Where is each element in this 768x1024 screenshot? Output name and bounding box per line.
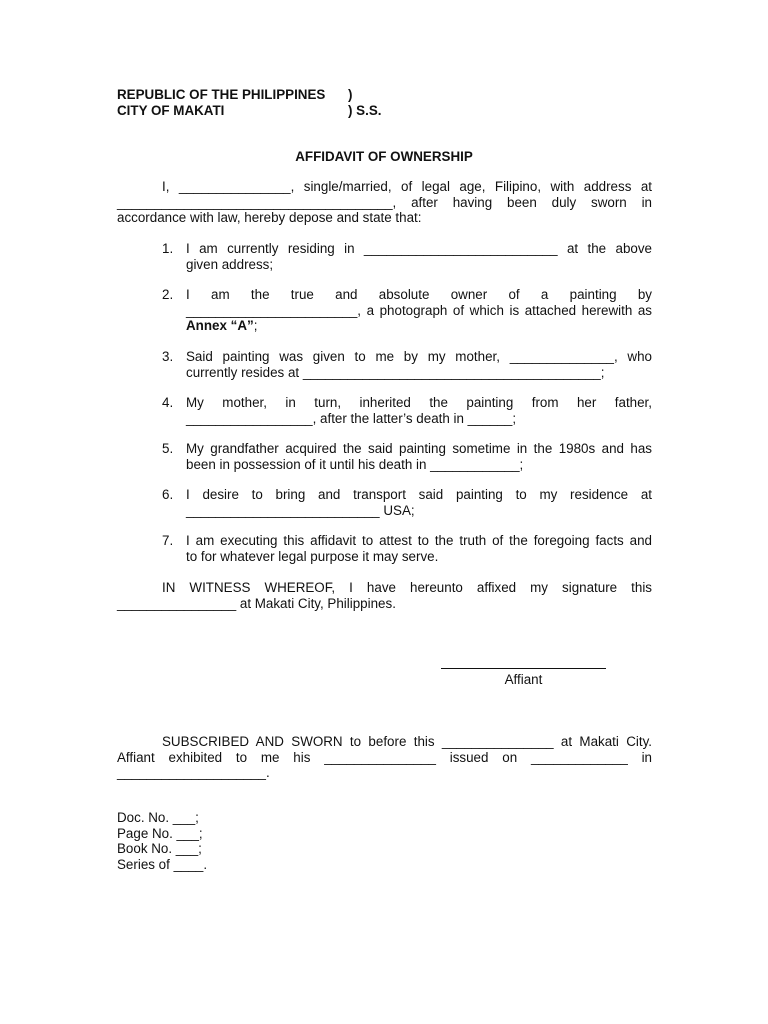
item-line: currently resides at ________________________________________; (186, 364, 605, 380)
jurat-line: Affiant exhibited to me his _______________ issued on _____________ in (117, 749, 652, 765)
item-number: 4. (162, 395, 174, 410)
item-number: 3. (162, 349, 174, 364)
item-line: I am currently residing in __________________________ at the above (186, 241, 652, 256)
item-line: given address; (186, 256, 274, 272)
item-line: to for whatever legal purpose it may serve. (186, 548, 439, 564)
item-line: been in possession of it until his death in ____________; (186, 456, 524, 472)
item-line: _______________________, a photograph of which is attached herewith as (186, 302, 652, 318)
item-line: I am executing this affidavit to attest to the truth of the foregoing facts and (186, 533, 652, 548)
intro-line: accordance with law, hereby depose and state that: (117, 210, 422, 225)
item-line: Said painting was given to me by my mother, ______________, who (186, 349, 652, 364)
item-line: I desire to bring and transport said painting to my residence at (186, 487, 652, 502)
signature-line (441, 668, 606, 669)
intro-line: _____________________________________, after having been duly sworn in (117, 194, 652, 210)
item-number: 6. (162, 487, 174, 502)
header-paren: ) (348, 87, 353, 102)
jurat-paragraph (117, 734, 652, 781)
series-of: Series of ____. (117, 856, 208, 872)
header-city: CITY OF MAKATI (117, 103, 225, 118)
intro-line: I, _______________, single/married, of legal age, Filipino, with address at (162, 179, 652, 194)
item-line (186, 318, 652, 334)
doc-no: Doc. No. ___; (117, 810, 199, 825)
item-number: 1. (162, 241, 174, 256)
item-number: 5. (162, 441, 174, 456)
header-ss: ) S.S. (348, 103, 382, 118)
witness-line: IN WITNESS WHEREOF, I have hereunto affixed my signature this (162, 580, 652, 595)
header-republic: REPUBLIC OF THE PHILIPPINES (117, 87, 326, 102)
annex-label: Annex “A” (186, 318, 254, 333)
item-line: My mother, in turn, inherited the painting from her father, (186, 395, 652, 410)
item-line: __________________________ USA; (186, 502, 415, 518)
jurat-line: ____________________. (117, 765, 270, 780)
document-title: AFFIDAVIT OF OWNERSHIP (295, 149, 473, 164)
witness-line: ________________ at Makati City, Philippines. (117, 595, 396, 611)
item-line: I am the true and absolute owner of a painting by (186, 287, 652, 302)
item-number: 7. (162, 533, 174, 548)
affiant-label: Affiant (504, 672, 543, 687)
page-no: Page No. ___; (117, 825, 203, 841)
item-line: _________________, after the latter’s death in ______; (186, 410, 517, 426)
annex-tail: ; (253, 318, 258, 333)
item-number: 2. (162, 287, 174, 302)
intro-paragraph (117, 179, 652, 226)
witness-paragraph (117, 580, 652, 611)
book-no: Book No. ___; (117, 841, 202, 856)
item-line: My grandfather acquired the said painting sometime in the 1980s and has (186, 441, 652, 456)
notary-block (117, 810, 207, 872)
jurat-line: SUBSCRIBED AND SWORN to before this _______________ at Makati City. (162, 734, 652, 749)
